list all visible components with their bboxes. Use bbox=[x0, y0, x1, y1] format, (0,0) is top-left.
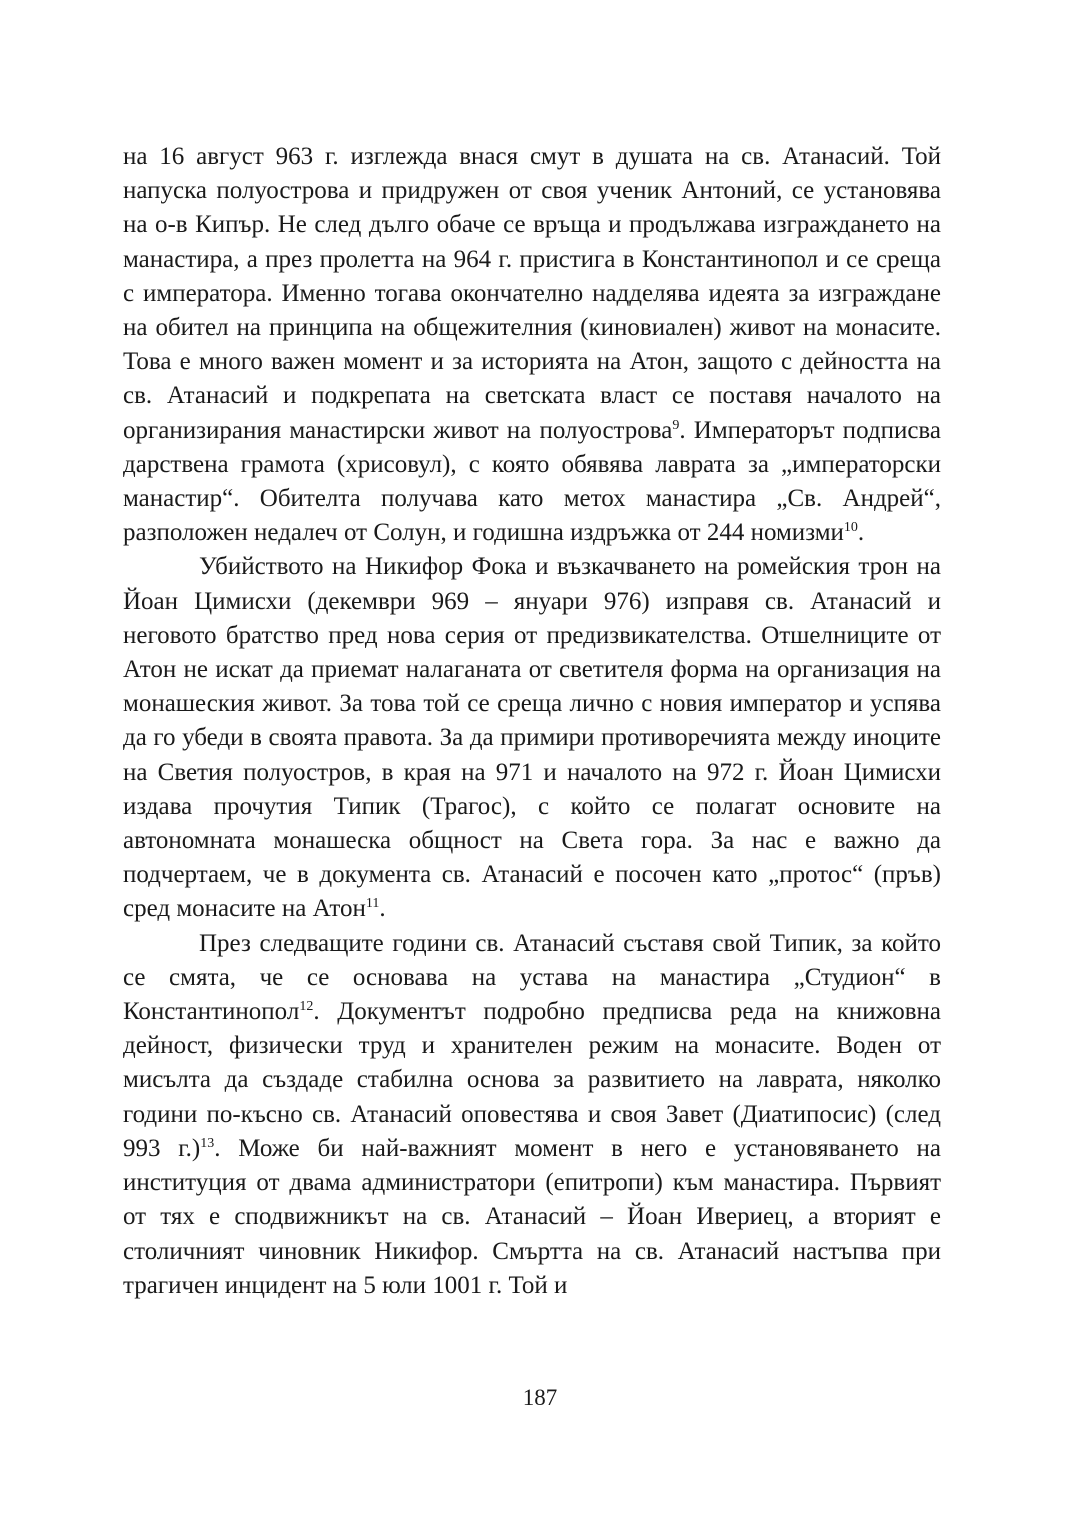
paragraph-3-text-1: През следващите години св. Атанасий съставя свой Типик, за който се смята, че се основава на устава на манастира „Студион“ в Константинопол bbox=[123, 929, 941, 1026]
paragraph-1 bbox=[123, 140, 941, 550]
page-body bbox=[123, 140, 941, 1303]
paragraph-3-text-2: . Документът подробно предписва реда на книжовна дейност, физически труд и хранителен режим на монасите. Воден от мисълта да създаде стабилна основа за развитието на лаврата, няколко години по-късно св. Атанасий оповестява и своя Завет (Диатипосис) (след 993 г.) bbox=[123, 998, 941, 1162]
paragraph-2-text-1: Убийството на Никифор Фока и възкачването на ромейския трон на Йоан Цимисхи (декември 969 – януари 976) изправя св. Атанасий и неговото братство пред нова серия от предизвикателства. Отшелниците от Атон не искат да приемат налаганата от светителя форма на организация на монашеския живот. За това той се среща лично с новия император и успява да го убеди в своята правота. За да примири противоречията между иноците на Светия полуостров, в края на 971 и началото на 972 г. Йоан Цимисхи издава прочутия Типик (Трагос), с който се полагат основите на автономната монашеска общност на Света гора. За нас е важно да подчертаем, че в документа св. Атанасий е посочен като „протос“ (пръв) сред монасите на Атон bbox=[123, 553, 941, 923]
paragraph-3-text-3: . Може би най-важният момент в него е установяването на институция от двама администратори (епитропи) към манастира. Първият от тях е сподвижникът на св. Атанасий – Йоан Ивериец, а вторият е столичният чиновник Никифор. Смъртта на св. Атанасий настъпва при трагичен инцидент на 5 юли 1001 г. Той и bbox=[123, 1134, 942, 1299]
paragraph-1-text-3: . bbox=[857, 519, 865, 547]
footnote-ref-11: 11 bbox=[365, 896, 380, 912]
footnote-ref-9: 9 bbox=[672, 417, 680, 433]
paragraph-3 bbox=[123, 927, 941, 1303]
footnote-ref-10: 10 bbox=[843, 520, 858, 536]
paragraph-1-text-1: на 16 август 963 г. изглежда внася смут в душата на св. Атанасий. Той напуска полуострова и придружен от своя ученик Антоний, се установява на о-в Кипър. Не след дълго обаче се връща и продължава изграждането на манастира, а през пролетта на 964 г. пристига в Константинопол и се среща с императора. Именно тогава окончателно надделява идеята за изграждане на обител на принципа на общежителния (киновиален) живот на монасите. Това е много важен момент и за историята на Атон, защото с дейността на св. Атанасий и подкрепата на светската власт се поставя началото на организирания манастирски живот на полуострова bbox=[123, 143, 941, 444]
paragraph-1-text-2: . Императорът подписва дарствена грамота (хрисовул), с която обявява лаврата за „императорски манастир“. Обителта получава като метох манастира „Св. Андрей“, разположен недалеч от Солун, и годишна издръжка от 244 номизми bbox=[123, 416, 941, 547]
footnote-ref-13: 13 bbox=[200, 1135, 215, 1151]
page-number: 187 bbox=[522, 1385, 558, 1410]
paragraph-2-text-2: . bbox=[379, 895, 386, 923]
paragraph-2 bbox=[123, 550, 941, 926]
footnote-ref-12: 12 bbox=[299, 999, 314, 1015]
